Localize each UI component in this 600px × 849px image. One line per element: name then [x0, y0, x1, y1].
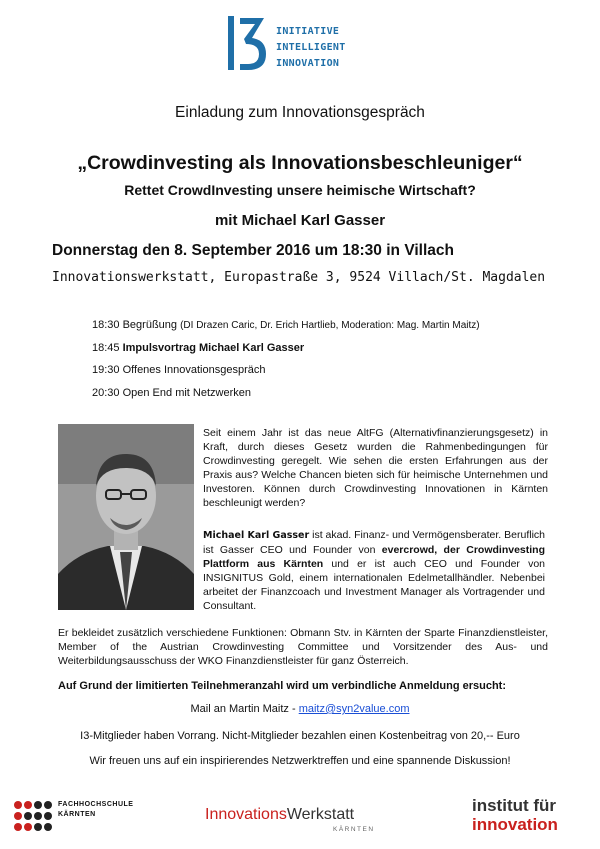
ifi-line-2: innovation	[472, 815, 558, 834]
agenda-main: Offenes Innovationsgespräch	[122, 364, 266, 376]
i3-logo	[226, 14, 356, 84]
closing-note: Wir freuen uns auf ein inspirierendes Netzwerktreffen und eine spannende Diskussion!	[89, 755, 511, 767]
speaker-name: Michael Karl Gasser	[203, 530, 310, 541]
i3-logo-mark-icon	[226, 14, 268, 72]
speaker-bio-paragraph	[203, 528, 545, 613]
agenda-item	[92, 342, 304, 354]
agenda-item	[92, 364, 266, 376]
speaker-line: mit Michael Karl Gasser	[214, 212, 386, 229]
agenda-main: Impulsvortrag Michael Karl Gasser	[122, 342, 305, 354]
event-venue: Innovationswerkstatt, Europastraße 3, 9524 Villach/St. Magdalen	[52, 270, 546, 285]
event-subtitle: Rettet CrowdInvesting unsere heimische Wirtschaft?	[124, 182, 476, 198]
iw-part-2: Werkstatt	[286, 806, 355, 823]
institut-fuer-innovation-logo	[472, 796, 590, 840]
bio-text-1: ist akad. Finanz- und Vermögensberater. Beruflich ist Gasser CEO und Founder von	[203, 529, 545, 556]
agenda-time: 18:30	[92, 319, 120, 331]
iw-sub: KÄRNTEN	[333, 826, 375, 833]
mail-line	[0, 703, 600, 715]
bio-bold-text: evercrowd, der Crowdinvesting Plattform aus Kärnten	[203, 544, 546, 570]
mail-link[interactable]: maitz@syn2value.com	[298, 703, 410, 715]
members-note: I3-Mitglieder haben Vorrang. Nicht-Mitglieder bezahlen einen Kostenbeitrag von 20,-- Euro	[80, 730, 520, 742]
registration-note: Auf Grund der limitierten Teilnehmeranzahl wird um verbindliche Anmeldung ersucht:	[58, 680, 507, 692]
agenda-time: 20:30	[92, 387, 120, 399]
mail-prefix: Mail an Martin Maitz -	[190, 703, 299, 715]
agenda-main: Begrüßung	[122, 319, 178, 331]
fh-dots-icon	[12, 797, 56, 837]
functions-paragraph: Er bekleidet zusätzlich verschiedene Funktionen: Obmann Stv. in Kärnten der Sparte Finanzdienstleister, Member of the Austrian Crowdinvesting Committee und Vorsitzender des Aus- und Weiterbildungsausschuss der WKO Finanzdienstleister für ganz Österreich.	[58, 627, 548, 667]
fh-kaernten-logo	[12, 797, 152, 837]
speaker-portrait-icon	[58, 424, 194, 610]
agenda-item	[92, 319, 480, 331]
agenda-main: Open End mit Netzwerken	[122, 387, 251, 399]
fh-line-2: KÄRNTEN	[58, 811, 96, 818]
agenda-item	[92, 387, 251, 399]
logo-line-2: INTELLIGENT	[276, 42, 346, 53]
iw-part-1: Innovations	[205, 806, 287, 823]
bio-text-2: und er ist auch CEO und Founder von INSIGNITUS Gold, einem internationalen Edelmetallhändler. Nebenbei arbeitet der Finanzcoach und Investment Manager als Vortragender und Consultant.	[203, 558, 545, 612]
intro-paragraph: Seit einem Jahr ist das neue AltFG (Alternativfinanzierungsgesetz) in Kraft, durch dieses Gesetz wurden die Rahmenbedingungen für Crowdinvesting geregelt. Wie sehen die ersten Erfahrungen aus der Praxis aus? Welche Chancen bieten sich für heimische Unternehmen und Investoren. Können durch Crowdinvesting Innovationen in Kärnten beschleunigt werden?	[203, 427, 548, 509]
event-title: „Crowdinvesting als Innovationsbeschleuniger“	[77, 152, 523, 174]
innovationswerkstatt-logo	[205, 806, 390, 842]
logo-line-1: INITIATIVE	[276, 26, 340, 37]
i3-logo-text	[276, 24, 346, 72]
invitation-heading: Einladung zum Innovationsgespräch	[175, 104, 425, 121]
logo-line-3: INNOVATION	[276, 58, 340, 69]
agenda-time: 19:30	[92, 364, 120, 376]
event-date: Donnerstag den 8. September 2016 um 18:30 in Villach	[52, 242, 455, 259]
agenda-detail: (DI Drazen Caric, Dr. Erich Hartlieb, Moderation: Mag. Martin Maitz)	[180, 320, 480, 331]
speaker-photo	[58, 424, 194, 610]
agenda-time: 18:45	[92, 342, 120, 354]
ifi-line-1: institut für	[472, 796, 557, 815]
fh-line-1: FACHHOCHSCHULE	[58, 801, 134, 808]
